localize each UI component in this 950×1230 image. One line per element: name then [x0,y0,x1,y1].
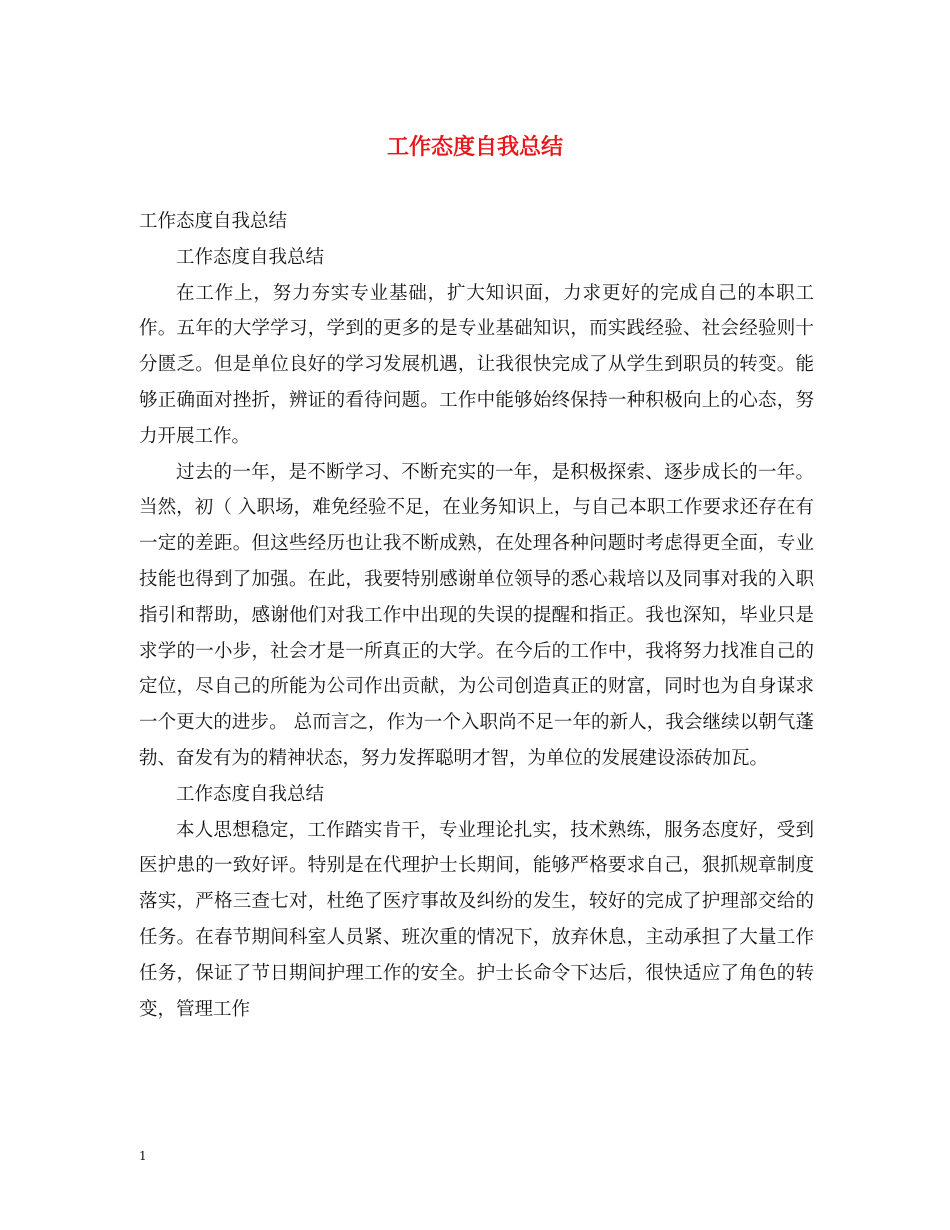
document-body [139,204,814,1027]
paragraph: 过去的一年，是不断学习、不断充实的一年，是积极探索、逐步成长的一年。当然，初（ 入职场，难免经验不足，在业务知识上，与自己本职工作要求还存在有一定的差距。但这些经历也让我不断成熟，在处理各种问题时考虑得更全面，专业技能也得到了加强。在此，我要特别感谢单位领导的悉心栽培以及同事对我的入职指引和帮助，感谢他们对我工作中出现的失误的提醒和指正。我也深知，毕业只是求学的一小步，社会才是一所真正的大学。在今后的工作中，我将努力找准自己的定位，尽自己的所能为公司作出贡献，为公司创造真正的财富，同时也为自身谋求一个更大的进步。 总而言之，作为一个入职尚不足一年的新人，我会继续以朝气蓬勃、奋发有为的精神状态，努力发挥聪明才智，为单位的发展建设添砖加瓦。 [139,461,814,769]
heading-line: 工作态度自我总结 [139,211,288,232]
paragraph: 本人思想稳定，工作踏实肯干，专业理论扎实，技术熟练，服务态度好，受到医护患的一致好评。特别是在代理护士长期间，能够严格要求自己，狠抓规章制度落实，严格三查七对，杜绝了医疗事故及纠纷的发生，较好的完成了护理部交给的任务。在春节期间科室人员紧、班次重的情况下，放弃休息，主动承担了大量工作任务，保证了节日期间护理工作的安全。护士长命令下达后，很快适应了角色的转变，管理工作 [139,819,814,1020]
paragraph: 工作态度自我总结 [176,783,325,805]
page-number: 1 [139,1149,147,1163]
paragraph: 在工作上，努力夯实专业基础，扩大知识面，力求更好的完成自己的本职工作。五年的大学学习，学到的更多的是专业基础知识，而实践经验、社会经验则十分匮乏。但是单位良好的学习发展机遇，让我很快完成了从学生到职员的转变。能够正确面对挫折，辨证的看待问题。工作中能够始终保持一种积极向上的心态，努力开展工作。 [139,282,814,447]
paragraph: 工作态度自我总结 [176,246,325,268]
document-title: 工作态度自我总结 [386,134,563,160]
